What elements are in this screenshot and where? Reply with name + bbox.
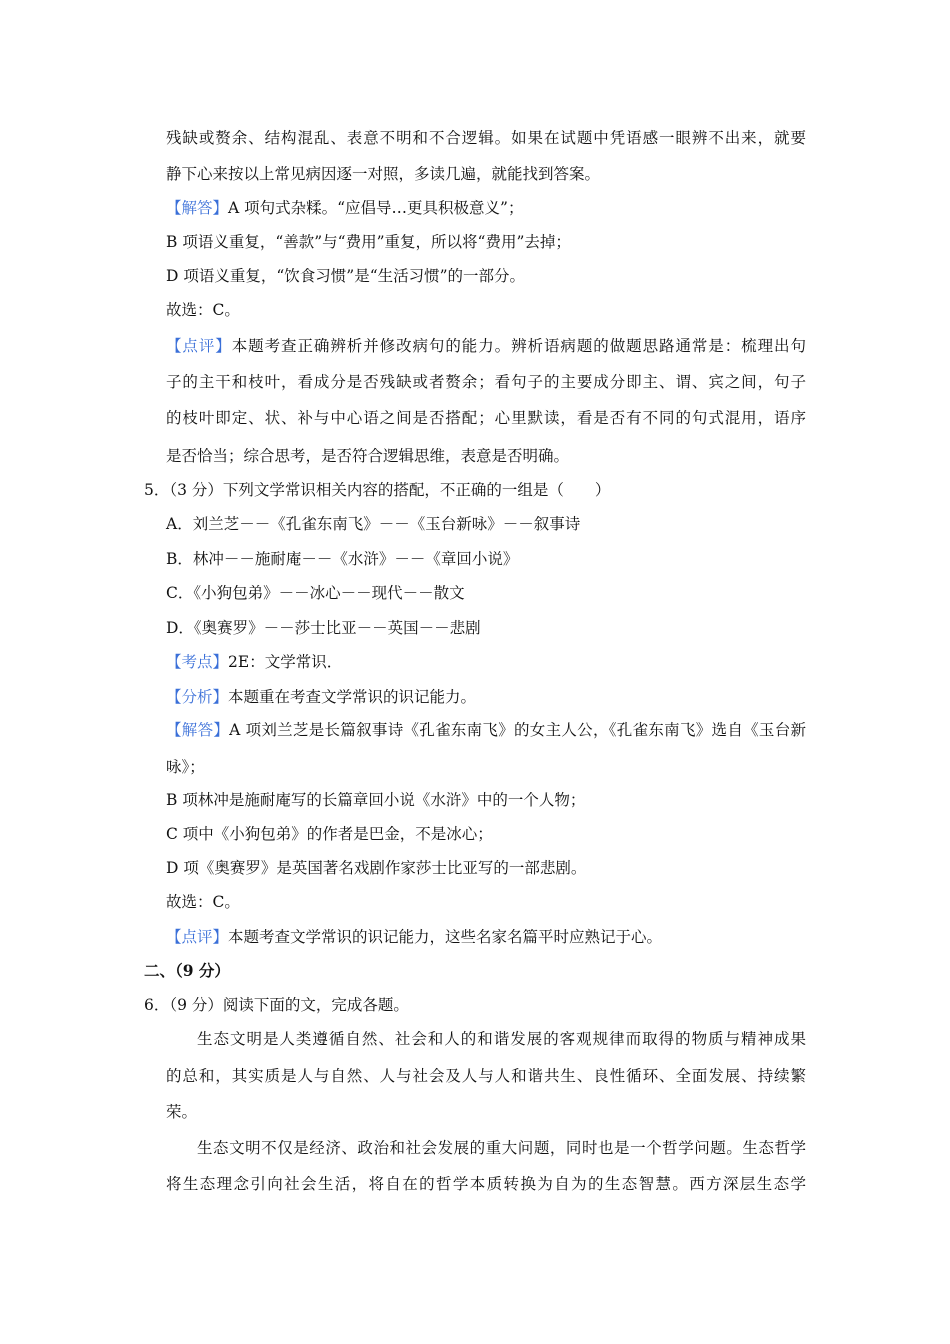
q6-para1-line-1: 生态文明是人类遵循自然、社会和人的和谐发展的客观规律而取得的物质与精神成果: [197, 1030, 806, 1048]
q5-fenxi: [166, 686, 476, 708]
q4-answer-d: D 项语义重复，“饮食习惯”是“生活习惯”的一部分。: [166, 267, 526, 285]
comment-tag: 【点评】: [166, 928, 229, 946]
kaodian-tag: 【考点】: [166, 653, 229, 671]
q6-para2-line-2: 将生态理念引向社会生活，将自在的哲学本质转换为自为的生态智慧。西方深层生态学: [166, 1175, 806, 1193]
q5-option-c: C．《小狗包弟》－－冰心－－现代－－散文: [166, 584, 465, 602]
q4-analysis-line-1: 残缺或赘余、结构混乱、表意不明和不合逻辑。如果在试题中凭语感一眼辨不出来，就要: [166, 129, 806, 147]
q4-choose: 故选：C。: [166, 301, 240, 319]
q4-comment-line-1: [166, 335, 806, 357]
q5-answer-c: C 项中《小狗包弟》的作者是巴金，不是冰心；: [166, 825, 493, 843]
q5-answer-d: D 项《奥赛罗》是英国著名戏剧作家莎士比亚写的一部悲剧。: [166, 859, 587, 877]
q5-comment: [166, 926, 662, 948]
q5-kaodian-text: 2E：文学常识．: [228, 653, 343, 671]
q5-fenxi-text: 本题重在考查文学常识的识记能力。: [228, 688, 477, 706]
answer-tag: 【解答】: [166, 199, 229, 217]
q5-option-b: B．林冲－－施耐庵－－《水浒》－－《章回小说》: [166, 550, 519, 568]
q4-answer-b: B 项语义重复，“善款”与“费用”重复，所以将“费用”去掉；: [166, 233, 571, 251]
q5-answer-line-2: 咏》；: [166, 758, 205, 776]
q4-analysis-line-2: 静下心来按以上常见病因逐一对照，多读几遍，就能找到答案。: [166, 165, 601, 183]
q5-choose: 故选：C。: [166, 893, 240, 911]
q5-answer-b: B 项林冲是施耐庵写的长篇章回小说《水浒》中的一个人物；: [166, 791, 586, 809]
q4-comment-text-1: 本题考查正确辨析并修改病句的能力。辨析语病题的做题思路通常是：梳理出句: [231, 337, 806, 355]
q5-option-a: A．刘兰芝－－《孔雀东南飞》－－《玉台新咏》－－叙事诗: [166, 515, 581, 533]
fenxi-tag: 【分析】: [166, 688, 229, 706]
q4-answer-a-text: A 项句式杂糅。“应倡导…更具积极意义”；: [228, 199, 524, 217]
q4-comment-line-2: 子的主干和枝叶，看成分是否残缺或者赘余；看句子的主要成分即主、谓、宾之间，句子: [166, 373, 806, 391]
q5-option-d: D．《奥赛罗》－－莎士比亚－－英国－－悲剧: [166, 619, 481, 637]
q5-stem: 5．（3 分）下列文学常识相关内容的搭配，不正确的一组是（ ）: [144, 481, 611, 499]
q5-kaodian: [166, 651, 342, 673]
q4-answer-a: [166, 197, 524, 219]
answer-tag: 【解答】: [166, 721, 230, 739]
q4-comment-line-3: 的枝叶即定、状、补与中心语之间是否搭配；心里默读，看是否有不同的句式混用，语序: [166, 409, 806, 427]
q4-comment-line-4: 是否恰当；综合思考，是否符合逻辑思维，表意是否明确。: [166, 447, 570, 465]
q6-stem: 6．（9 分）阅读下面的文，完成各题。: [144, 996, 409, 1014]
comment-tag: 【点评】: [166, 337, 232, 355]
q6-para1-line-3: 荣。: [166, 1103, 198, 1121]
section-2-title: 二、（9 分）: [144, 961, 230, 980]
q6-para2-line-1: 生态文明不仅是经济、政治和社会发展的重大问题，同时也是一个哲学问题。生态哲学: [197, 1139, 806, 1157]
q6-para1-line-2: 的总和，其实质是人与自然、人与社会及人与人和谐共生、良性循环、全面发展、持续繁: [166, 1067, 806, 1085]
q5-comment-text: 本题考查文学常识的识记能力，这些名家名篇平时应熟记于心。: [228, 928, 663, 946]
q5-answer-text-1: A 项刘兰芝是长篇叙事诗《孔雀东南飞》的女主人公，《孔雀东南飞》选自《玉台新: [229, 721, 806, 739]
q5-answer-line-1: [166, 719, 806, 741]
